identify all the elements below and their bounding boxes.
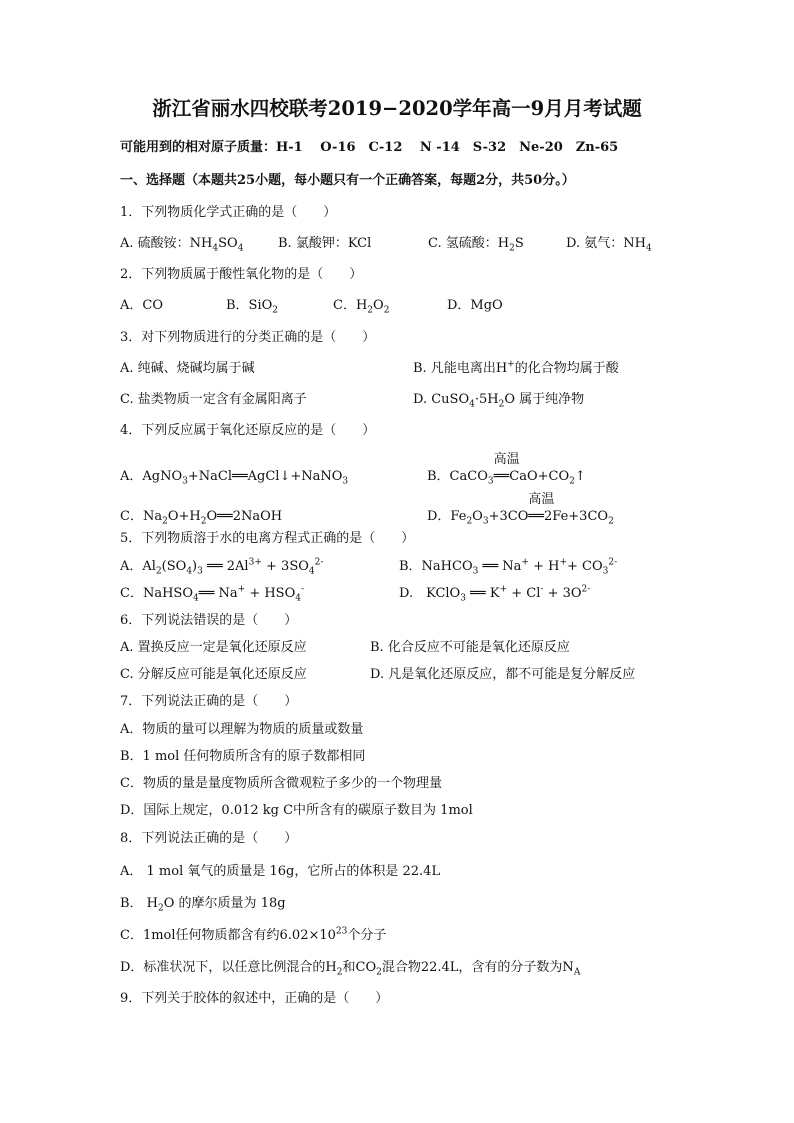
question-stem: 7．下列说法正确的是（ ） bbox=[120, 694, 298, 709]
question-stem: 2．下列物质属于酸性氧化物的是（ ） bbox=[120, 267, 363, 282]
option: C. 分解反应可能是氧化还原反应 bbox=[120, 667, 307, 682]
option: D. 氨气：$NH_4$ bbox=[566, 236, 652, 254]
question-stem: 8．下列说法正确的是（ ） bbox=[120, 831, 298, 846]
option: B．NaHCO$_3$ ══ $Na^+ + H^++ CO_3^{2-}$ bbox=[399, 557, 618, 577]
option: D. $CuSO_4\cdot 5H_2O$ 属于纯净物 bbox=[413, 392, 585, 410]
reaction-condition: 高温 bbox=[493, 452, 520, 467]
option: C．$Na_2O+H_2O══2NaOH$ bbox=[120, 509, 283, 527]
option: B. 凡能电离出H+的化合物均属于酸 bbox=[413, 359, 619, 376]
option: C. 氢硫酸：$H_2S$ bbox=[428, 236, 524, 254]
option: B. 化合反应不可能是氧化还原反应 bbox=[370, 640, 570, 655]
option: C．$H_2O_2$ bbox=[333, 298, 390, 316]
option: D．MgO bbox=[447, 298, 503, 313]
option: A. 纯碱、烧碱均属于碱 bbox=[120, 361, 255, 376]
option: B．CaCO$_3$══ 高温 $CaO+CO_2↑$ bbox=[427, 452, 586, 487]
option: A. 置换反应一定是氧化还原反应 bbox=[120, 640, 307, 655]
option: D．标准状况下，以任意比例混合的$H_2$和$CO_2$混合物22.4L，含有的分子数为$N_A$ bbox=[120, 960, 581, 978]
option: B． $H_2O$ 的摩尔质量为 18g bbox=[120, 896, 286, 914]
option: B．1 mol 任何物质所含有的原子数都相同 bbox=[120, 749, 366, 764]
question-stem: 9．下列关于胶体的叙述中，正确的是（ ） bbox=[120, 991, 389, 1006]
option: D．$Fe_2O_3+3CO══$ 高温 $2Fe+3CO_2$ bbox=[427, 492, 614, 527]
question-stem: 4．下列反应属于氧化还原反应的是（ ） bbox=[120, 423, 376, 438]
atomic-masses-line: 可能用到的相对原子质量：H-1 O-16 C-12 N -14 S-32 Ne-20 Zn-65 bbox=[120, 140, 619, 155]
option: D. KClO$_3$ ══ $K^+ + Cl^- + 3O^{2-}$ bbox=[399, 584, 591, 604]
option: C. 盐类物质一定含有金属阳离子 bbox=[120, 392, 307, 407]
section-heading: 一、选择题（本题共25小题，每小题只有一个正确答案，每题2分，共50分。） bbox=[120, 173, 575, 188]
option: B．SiO$_2$ bbox=[226, 298, 279, 316]
option: B. 氯酸钾：KCl bbox=[278, 236, 372, 251]
question-stem: 5．下列物质溶于水的电离方程式正确的是（ ） bbox=[120, 531, 415, 546]
option: D. 凡是氧化还原反应，都不可能是复分解反应 bbox=[370, 667, 636, 682]
option: A. 硫酸铵：$NH_4SO_4$ bbox=[120, 236, 244, 254]
option: C．物质的量是量度物质所含微观粒子多少的一个物理量 bbox=[120, 776, 442, 791]
option: C．1mol任何物质都含有约$6.02\times 10^{23}$个分子 bbox=[120, 926, 387, 943]
option: A．AgNO$_3$+NaCl══AgCl↓+NaNO$_3$ bbox=[120, 469, 349, 487]
option: A．$Al_2(SO_4)_3$ ══ $2Al^{3+} + 3SO_4^{2-}$ bbox=[120, 557, 324, 577]
option: C．NaHSO$_4$══ $Na^+ + HSO_4^-$ bbox=[120, 584, 305, 604]
option: D．国际上规定，0.012 kg C中所含有的碳原子数目为 1mol bbox=[120, 803, 473, 818]
option: A．CO bbox=[120, 298, 163, 313]
page-title: 浙江省丽水四校联考2019−2020学年高一9月月考试题 bbox=[152, 97, 642, 120]
reaction-condition: 高温 bbox=[528, 492, 555, 507]
question-stem: 6．下列说法错误的是（ ） bbox=[120, 613, 298, 628]
option: A． 1 mol 氧气的质量是 16g，它所占的体积是 22.4L bbox=[120, 864, 441, 879]
question-stem: 1．下列物质化学式正确的是（ ） bbox=[120, 205, 337, 220]
question-stem: 3．对下列物质进行的分类正确的是（ ） bbox=[120, 330, 376, 345]
option: A．物质的量可以理解为物质的质量或数量 bbox=[120, 722, 364, 737]
